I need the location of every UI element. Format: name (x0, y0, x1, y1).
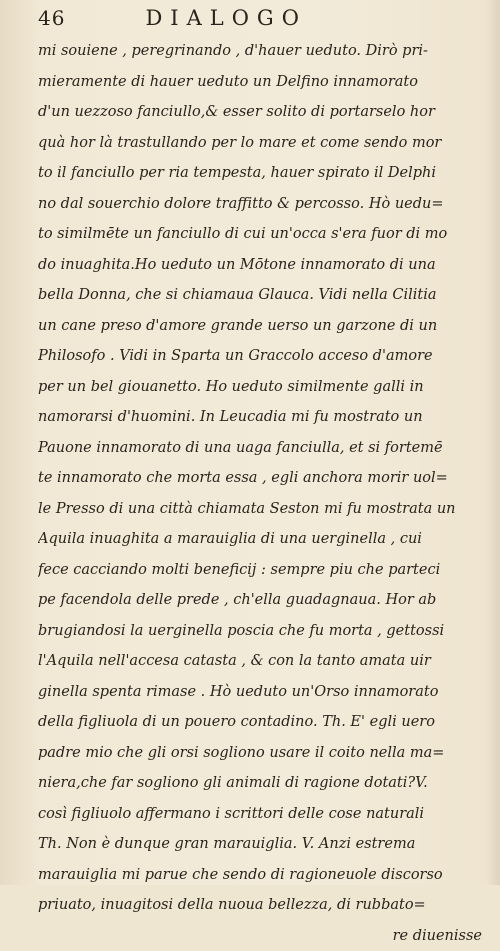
text-line: brugiandosi la uerginella poscia che fu morta , gettossi (38, 616, 488, 647)
text-line: quà hor là trastullando per lo mare et come sendo mor (38, 128, 488, 159)
text-line: Pauone innamorato di una uaga fanciulla, et si fortemē (38, 433, 488, 464)
text-line: mi souiene , peregrinando , d'hauer ueduto. Dirò pri- (38, 36, 488, 67)
text-line: Th. Non è dunque gran marauiglia. V. Anzi estrema (38, 829, 488, 860)
text-line: bella Donna, che si chiamaua Glauca. Vidi nella Cilitia (38, 280, 488, 311)
running-title: DIALOGO (145, 6, 306, 30)
text-line: così figliuolo affermano i scrittori delle cose naturali (38, 799, 488, 830)
text-line: te innamorato che morta essa , egli anchora morir uol= (38, 463, 488, 494)
text-line: to il fanciullo per ria tempesta, hauer spirato il Delphi (38, 158, 488, 189)
text-line: priuato, inuagitosi della nuoua bellezza, di rubbato= (38, 890, 488, 921)
text-line: Philosofo . Vidi in Sparta un Graccolo acceso d'amore (38, 341, 488, 372)
text-line: do inuaghita.Ho ueduto un Mōtone innamorato di una (38, 250, 488, 281)
text-line: per un bel giouanetto. Ho ueduto similmente galli in (38, 372, 488, 403)
text-line: padre mio che gli orsi sogliono usare il coito nella ma= (38, 738, 488, 769)
text-line: ginella spenta rimase . Hò ueduto un'Orso innamorato (38, 677, 488, 708)
text-line: no dal souerchio dolore traffitto & percosso. Hò uedu= (38, 189, 488, 220)
text-line: le Presso di una città chiamata Seston mi fu mostrata un (38, 494, 488, 525)
text-line: l'Aquila nell'accesa catasta , & con la tanto amata uir (38, 646, 488, 677)
text-line: to similmēte un fanciullo di cui un'occa s'era fuor di mo (38, 219, 488, 250)
text-line: un cane preso d'amore grande uerso un garzone di un (38, 311, 488, 342)
text-line-final: re diuenisse (38, 921, 488, 951)
page-header (38, 6, 480, 34)
text-line: della figliuola di un pouero contadino. Th. E' egli uero (38, 707, 488, 738)
text-line: Aquila inuaghita a marauiglia di una uerginella , cui (38, 524, 488, 555)
text-line: fece cacciando molti beneficij : sempre piu che parteci (38, 555, 488, 586)
text-line: niera,che far sogliono gli animali di ragione dotati?V. (38, 768, 488, 799)
text-line: pe facendola delle prede , ch'ella guadagnaua. Hor ab (38, 585, 488, 616)
text-line: mieramente di hauer ueduto un Delfino innamorato (38, 67, 488, 98)
page-number: 46 (38, 6, 65, 30)
text-body (38, 36, 488, 951)
page-edge-shadow (486, 0, 500, 885)
text-line: marauiglia mi parue che sendo di ragioneuole discorso (38, 860, 488, 891)
text-line: namorarsi d'huomini. In Leucadia mi fu mostrato un (38, 402, 488, 433)
text-line: d'un uezzoso fanciullo,& esser solito di portarselo hor (38, 97, 488, 128)
